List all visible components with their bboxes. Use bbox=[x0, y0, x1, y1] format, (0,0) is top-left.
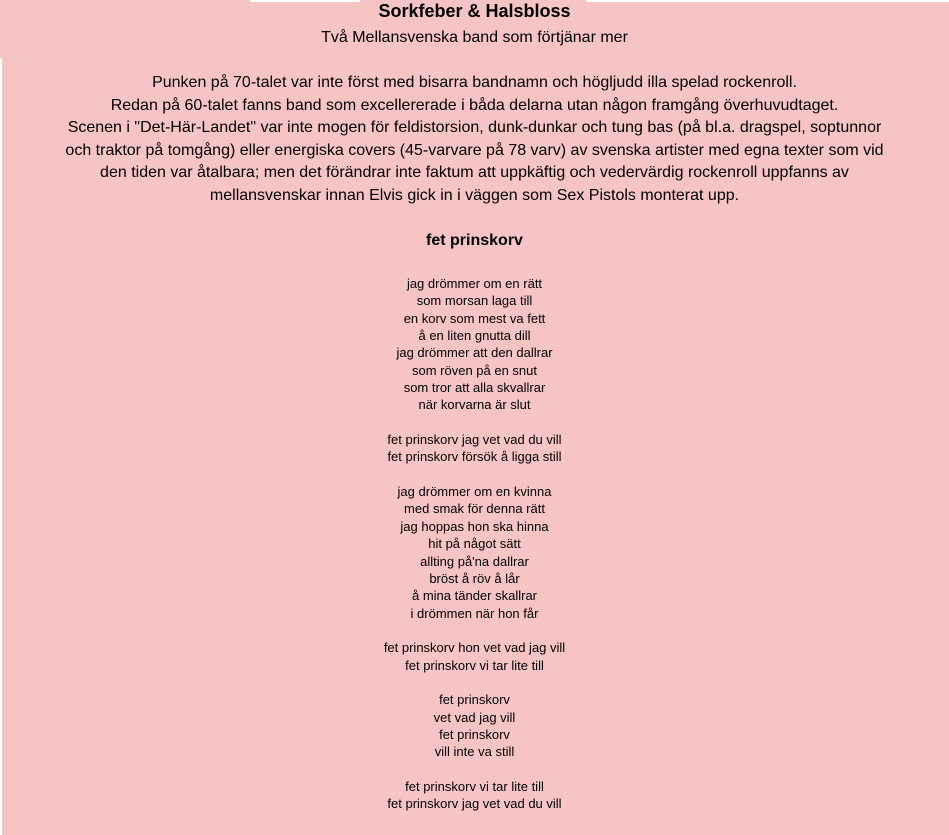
lyric-line: å en liten gnutta dill bbox=[418, 328, 531, 344]
lyric-line: fet prinskorv jag vet vad du vill bbox=[387, 796, 562, 812]
page-subtitle: Två Mellansvenska band som förtjänar mer bbox=[321, 29, 628, 46]
lyric-line: när korvarna är slut bbox=[418, 397, 531, 413]
lyric-line: som morsan laga till bbox=[416, 293, 533, 309]
stanza bbox=[0, 431, 949, 466]
lyric-line: fet prinskorv bbox=[439, 692, 510, 708]
intro-line: Punken på 70-talet var inte först med bisarra bandnamn och högljudd illa spelad rockenroll. bbox=[152, 74, 797, 91]
intro-line: den tiden var åtalbara; men det förändrar inte faktum att uppkäftig och vedervärdig rockenroll uppfanns av bbox=[100, 164, 849, 181]
stanza bbox=[0, 778, 949, 813]
lyric-line: vet vad jag vill bbox=[433, 709, 516, 725]
lyric-line: å mina tänder skallrar bbox=[412, 588, 537, 604]
intro-line: Redan på 60-talet fanns band som excellererade i båda delarna utan någon framgång överhuvudtaget. bbox=[110, 96, 839, 114]
stanza bbox=[0, 639, 949, 674]
lyric-line: hit på något sätt bbox=[428, 536, 521, 552]
stanza bbox=[0, 275, 949, 414]
stanza bbox=[0, 483, 949, 622]
intro-line: mellansvenskar innan Elvis gick in i väggen som Sex Pistols monterat upp. bbox=[209, 186, 740, 204]
lyric-line: jag drömmer om en kvinna bbox=[397, 484, 552, 500]
lyric-line: bröst å röv å lår bbox=[429, 570, 520, 586]
song-title: fet prinskorv bbox=[426, 232, 523, 249]
lyric-line: fet prinskorv bbox=[439, 726, 510, 742]
lyric-line: fet prinskorv hon vet vad jag vill bbox=[383, 640, 566, 656]
intro-line: Scenen i "Det-Här-Landet" var inte mogen för feldistorsion, dunk-dunkar och tung bas (på bl.a. dragspel, soptunnor bbox=[67, 119, 882, 136]
lyric-line: jag hoppas hon ska hinna bbox=[400, 518, 549, 534]
lyric-line: jag drömmer att den dallrar bbox=[396, 345, 553, 361]
stanza bbox=[0, 691, 949, 760]
lyric-line: som tror att alla skvallrar bbox=[403, 380, 546, 396]
intro-line: och traktor på tomgång) eller energiska covers (45-varvare på 78 varv) av svenska artister med egna texter som vid bbox=[65, 141, 884, 159]
lyric-line: fet prinskorv jag vet vad du vill bbox=[387, 432, 562, 448]
lyric-line: fet prinskorv vi tar lite till bbox=[405, 657, 544, 673]
lyric-line: allting på'na dallrar bbox=[420, 553, 529, 569]
lyric-line: jag drömmer om en rätt bbox=[406, 276, 543, 291]
lyric-line: med smak för denna rätt bbox=[404, 501, 545, 517]
page-title: Sorkfeber & Halsbloss bbox=[378, 1, 571, 21]
intro-text bbox=[0, 72, 949, 207]
lyric-line: fet prinskorv vi tar lite till bbox=[405, 778, 544, 794]
lyrics bbox=[0, 275, 949, 830]
lyric-line: i drömmen när hon får bbox=[410, 605, 539, 621]
lyric-line: som röven på en snut bbox=[411, 362, 538, 378]
lyric-line: fet prinskorv försök å ligga still bbox=[387, 449, 562, 465]
lyric-line: vill inte va still bbox=[434, 744, 515, 760]
lyric-line: en korv som mest va fett bbox=[403, 310, 546, 326]
